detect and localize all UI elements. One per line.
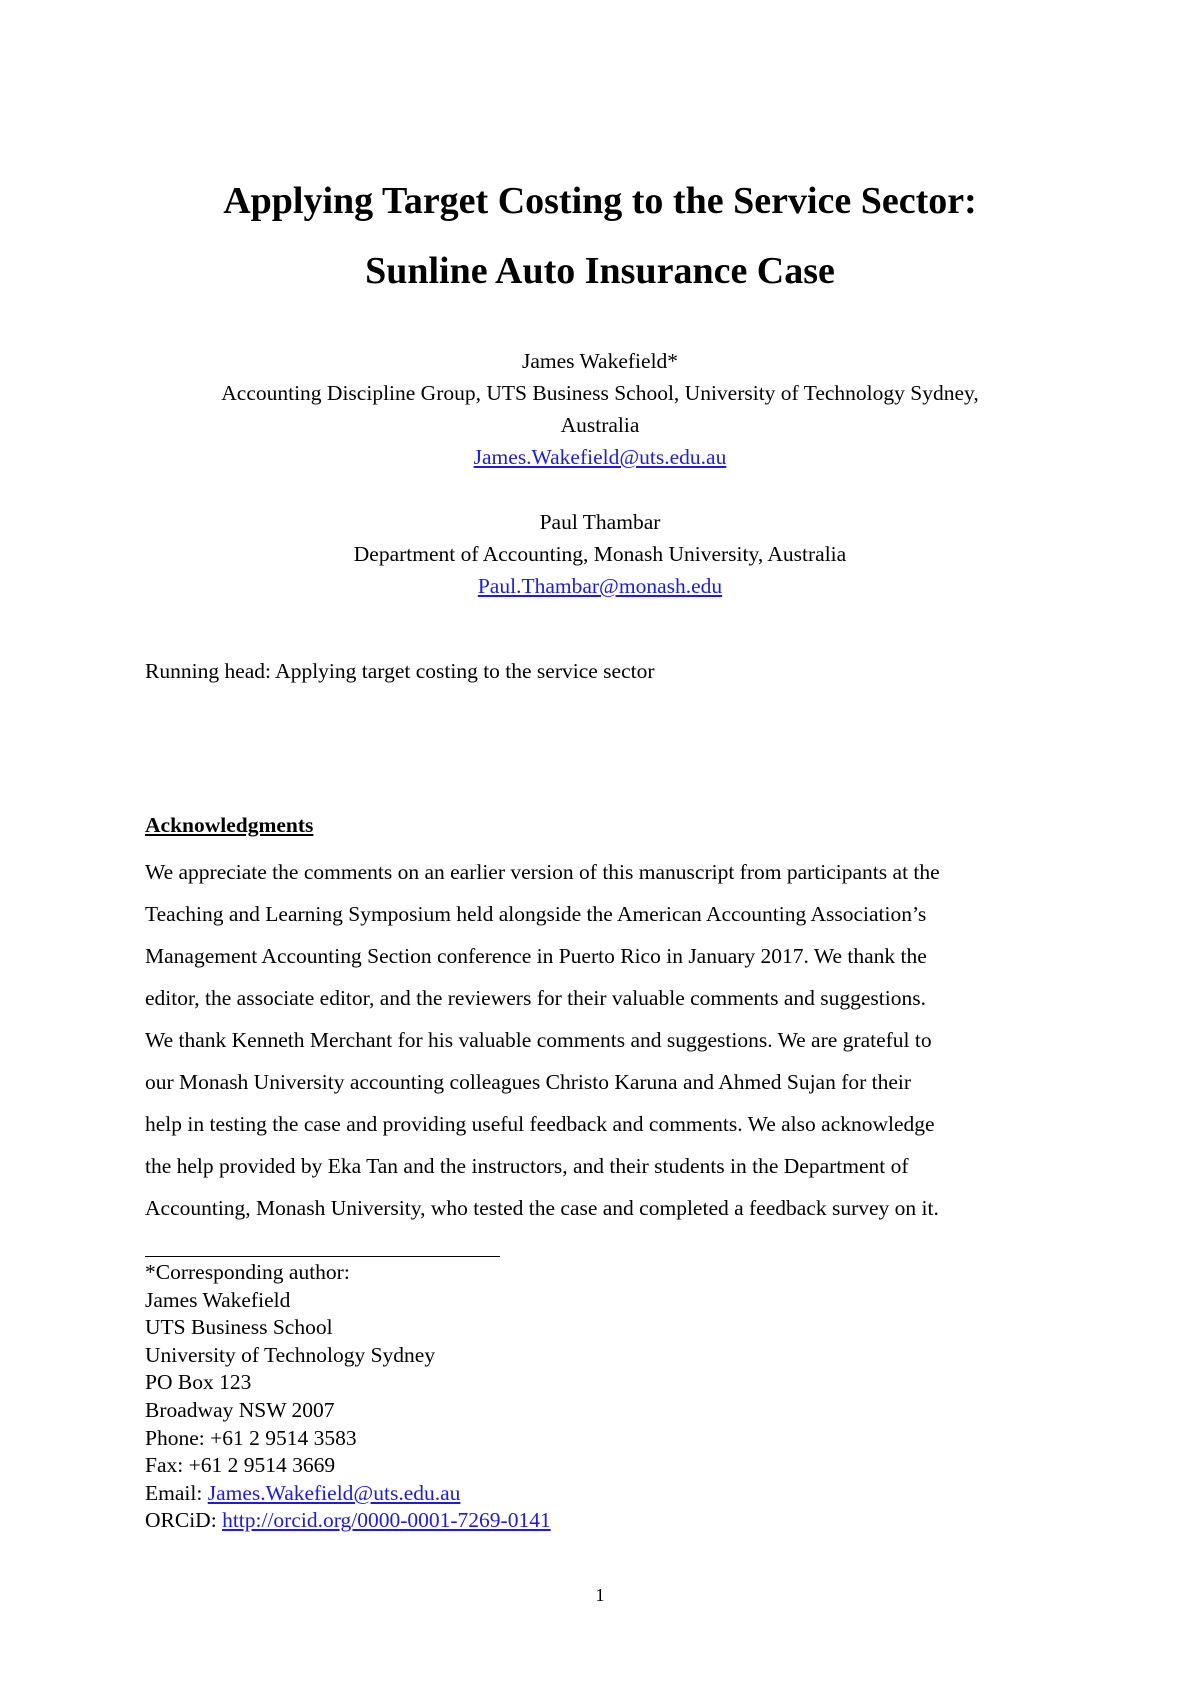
footnote-email-line xyxy=(145,1480,551,1508)
acknowledgments-line: Teaching and Learning Symposium held alongside the American Accounting Association’s xyxy=(145,902,927,926)
paper-title-line-1: Applying Target Costing to the Service Sector: xyxy=(223,180,977,222)
acknowledgments-line: editor, the associate editor, and the reviewers for their valuable comments and suggestions. xyxy=(145,986,926,1010)
author-block-2 xyxy=(0,506,1200,602)
footnote-line: Broadway NSW 2007 xyxy=(145,1397,335,1422)
acknowledgments-line: help in testing the case and providing useful feedback and comments. We also acknowledge xyxy=(145,1112,935,1136)
footnote-email-link[interactable]: James.Wakefield@uts.edu.au xyxy=(207,1480,461,1505)
acknowledgments-heading: Acknowledgments xyxy=(145,813,314,837)
author-email-link[interactable]: Paul.Thambar@monash.edu xyxy=(477,574,723,598)
footnote-line: University of Technology Sydney xyxy=(145,1342,436,1367)
acknowledgments-line: our Monash University accounting colleagues Christo Karuna and Ahmed Sujan for their xyxy=(145,1070,912,1094)
acknowledgments-line: Accounting, Monash University, who tested the case and completed a feedback survey on it. xyxy=(145,1196,939,1220)
acknowledgments-line: We appreciate the comments on an earlier version of this manuscript from participants at the xyxy=(145,860,940,884)
footnote-orcid-label: ORCiD: xyxy=(145,1508,223,1533)
footnote-separator xyxy=(145,1256,500,1257)
footnote-line: PO Box 123 xyxy=(145,1370,252,1395)
footnote-orcid-link[interactable]: http://orcid.org/0000-0001-7269-0141 xyxy=(222,1508,551,1533)
acknowledgments-body xyxy=(145,851,1065,1229)
page-number: 1 xyxy=(595,1585,605,1605)
paper-title-line-2: Sunline Auto Insurance Case xyxy=(365,250,835,292)
author-email-link[interactable]: James.Wakefield@uts.edu.au xyxy=(473,445,727,469)
footnote-line: James Wakefield xyxy=(145,1287,291,1312)
footnote-corresponding-author xyxy=(145,1259,551,1535)
footnote-line: Phone: +61 2 9514 3583 xyxy=(145,1425,357,1450)
author-affiliation-country: Australia xyxy=(560,413,640,437)
acknowledgments-line: Management Accounting Section conference in Puerto Rico in January 2017. We thank the xyxy=(145,944,927,968)
author-name: Paul Thambar xyxy=(539,510,661,534)
footnote-line: UTS Business School xyxy=(145,1315,333,1340)
footnote-line: Fax: +61 2 9514 3669 xyxy=(145,1453,336,1478)
author-affiliation: Department of Accounting, Monash University, Australia xyxy=(353,542,847,566)
author-affiliation: Accounting Discipline Group, UTS Business School, University of Technology Sydney, xyxy=(221,381,979,405)
acknowledgments-line: We thank Kenneth Merchant for his valuable comments and suggestions. We are grateful to xyxy=(145,1028,932,1052)
footnote-line: *Corresponding author: xyxy=(145,1260,350,1284)
footnote-orcid-line xyxy=(145,1507,551,1535)
acknowledgments-line: the help provided by Eka Tan and the instructors, and their students in the Department of xyxy=(145,1154,909,1178)
author-name: James Wakefield* xyxy=(521,349,679,373)
footnote-email-label: Email: xyxy=(145,1480,208,1505)
author-block-1 xyxy=(0,345,1200,473)
running-head: Running head: Applying target costing to the service sector xyxy=(145,659,655,683)
